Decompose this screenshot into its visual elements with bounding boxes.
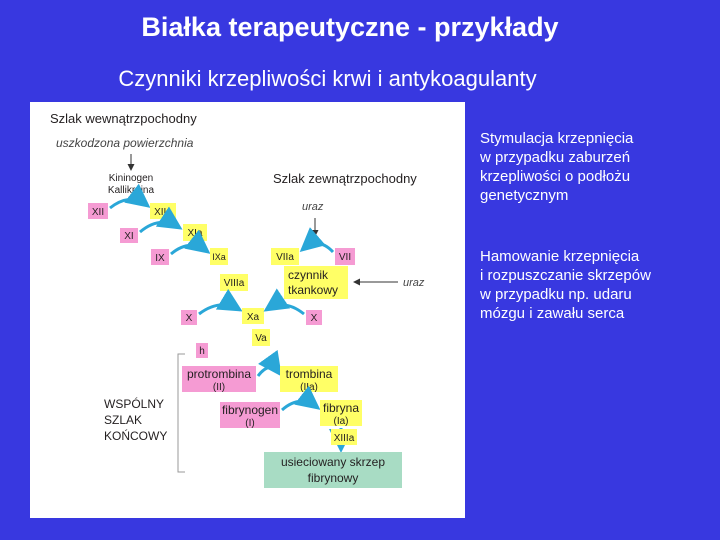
slide-title: Białka terapeutyczne - przykłady (141, 12, 559, 42)
trauma-label-1: uraz (302, 201, 324, 213)
arrow-xii-xiia (110, 199, 148, 208)
crosslinked-clot-label-2: fibrynowy (307, 471, 359, 485)
kallikrein-label: Kallikreina (107, 185, 155, 196)
damaged-surface-label: uszkodzona powierzchnia (56, 136, 194, 150)
slide-subtitle: Czynniki krzepliwości krwi i antykoagulanty (118, 66, 537, 91)
arrow-x-xa-left (199, 305, 240, 314)
factor-xiiia-label: XIIIa (333, 433, 355, 444)
factor-viia-label: VIIa (276, 252, 294, 263)
fibrin-code: (Ia) (333, 416, 349, 427)
factor-xa-label: Xa (246, 312, 260, 323)
common-pathway-label-2: SZLAK (104, 413, 143, 427)
arrow-prothrombin-thrombin (258, 367, 280, 376)
arrow-vii-viia (302, 243, 333, 252)
fibrin-label: fibryna (322, 401, 360, 415)
crosslinked-clot-label-1: usieciowany skrzep (280, 455, 386, 469)
coagulation-diagram (30, 102, 465, 518)
prothrombin-label: protrombina (186, 367, 252, 381)
fibrinogen-label: fibrynogen (221, 403, 279, 417)
arrow-fibrinogen-fibrin (282, 401, 318, 410)
factor-ixa-label: IXa (212, 252, 226, 262)
trauma-label-2: uraz (403, 277, 425, 289)
fibrinogen-code: (I) (245, 418, 255, 429)
factor-x-right-label: X (310, 313, 318, 324)
factor-x-left-label: X (185, 313, 193, 324)
factor-ix-label: IX (155, 253, 165, 264)
arrow-ix-ixa (171, 245, 208, 254)
common-pathway-label-3: KOŃCOWY (104, 429, 168, 443)
thrombin-label: trombina (285, 367, 333, 381)
tissue-factor-label-2: tkankowy (288, 283, 339, 297)
arrow-xi-xia (140, 222, 180, 232)
factor-xi-label: XI (124, 231, 134, 242)
thrombin-code: (IIa) (300, 382, 318, 393)
common-pathway-label-1: WSPÓLNY (104, 397, 165, 411)
factor-vii-label: VII (338, 252, 352, 263)
stimulation-note: Stymulacja krzepnięcia w przypadku zaburzeń krzepliwości o podłożu genetycznym (480, 130, 634, 204)
kininogen-label: Kininogen (108, 173, 154, 184)
factor-va-label: Va (255, 333, 267, 344)
prothrombin-code: (II) (212, 382, 226, 393)
arrow-x-xa-right (266, 305, 304, 314)
tissue-factor-label-1: czynnik (288, 268, 329, 282)
coagulation-cascade-figure (30, 102, 465, 518)
factor-xii-label: XII (91, 207, 105, 218)
intrinsic-pathway-label: Szlak wewnątrzpochodny (50, 111, 197, 126)
factor-viiia-label: VIIIa (223, 278, 245, 289)
factor-h-label: h (199, 346, 205, 357)
factor-xiia-label: XIIa (154, 207, 172, 218)
factor-xia-label: XIa (187, 228, 203, 239)
inhibition-note: Hamowanie krzepnięcia i rozpuszczanie skrzepów w przypadku np. udaru mózgu i zawału serca (480, 248, 651, 322)
extrinsic-pathway-label: Szlak zewnątrzpochodny (273, 171, 417, 186)
